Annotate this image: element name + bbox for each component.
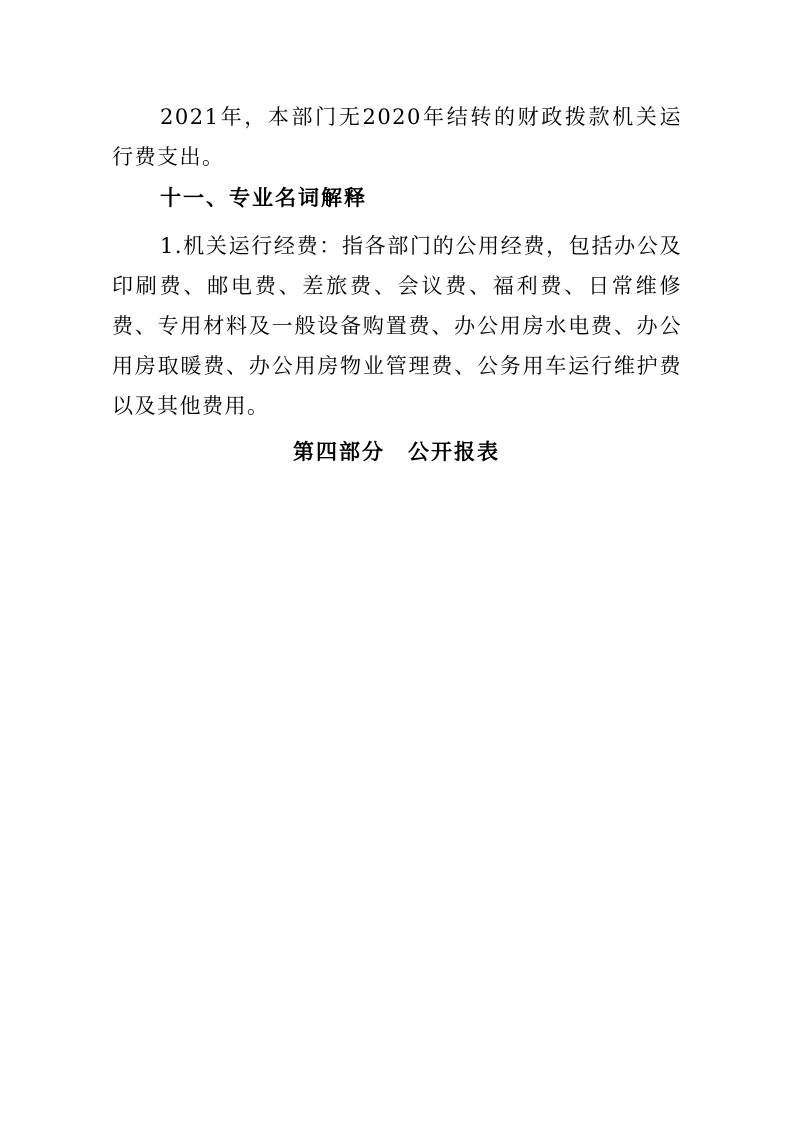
paragraph-term-definition: 1.机关运行经费：指各部门的公用经费，包括办公及印刷费、邮电费、差旅费、会议费、福利费、日常维修费、专用材料及一般设备购置费、办公用房水电费、办公用房取暖费、办公用房物业管理费、公务用车运行维护费以及其他费用。 bbox=[112, 234, 682, 418]
section-heading-terminology: 十一、专业名词解释 bbox=[160, 185, 367, 210]
paragraph-no-carryover-expense: 2021年，本部门无2020年结转的财政拨款机关运行费支出。 bbox=[112, 105, 682, 169]
part-four-title: 第四部分 公开报表 bbox=[293, 439, 500, 464]
